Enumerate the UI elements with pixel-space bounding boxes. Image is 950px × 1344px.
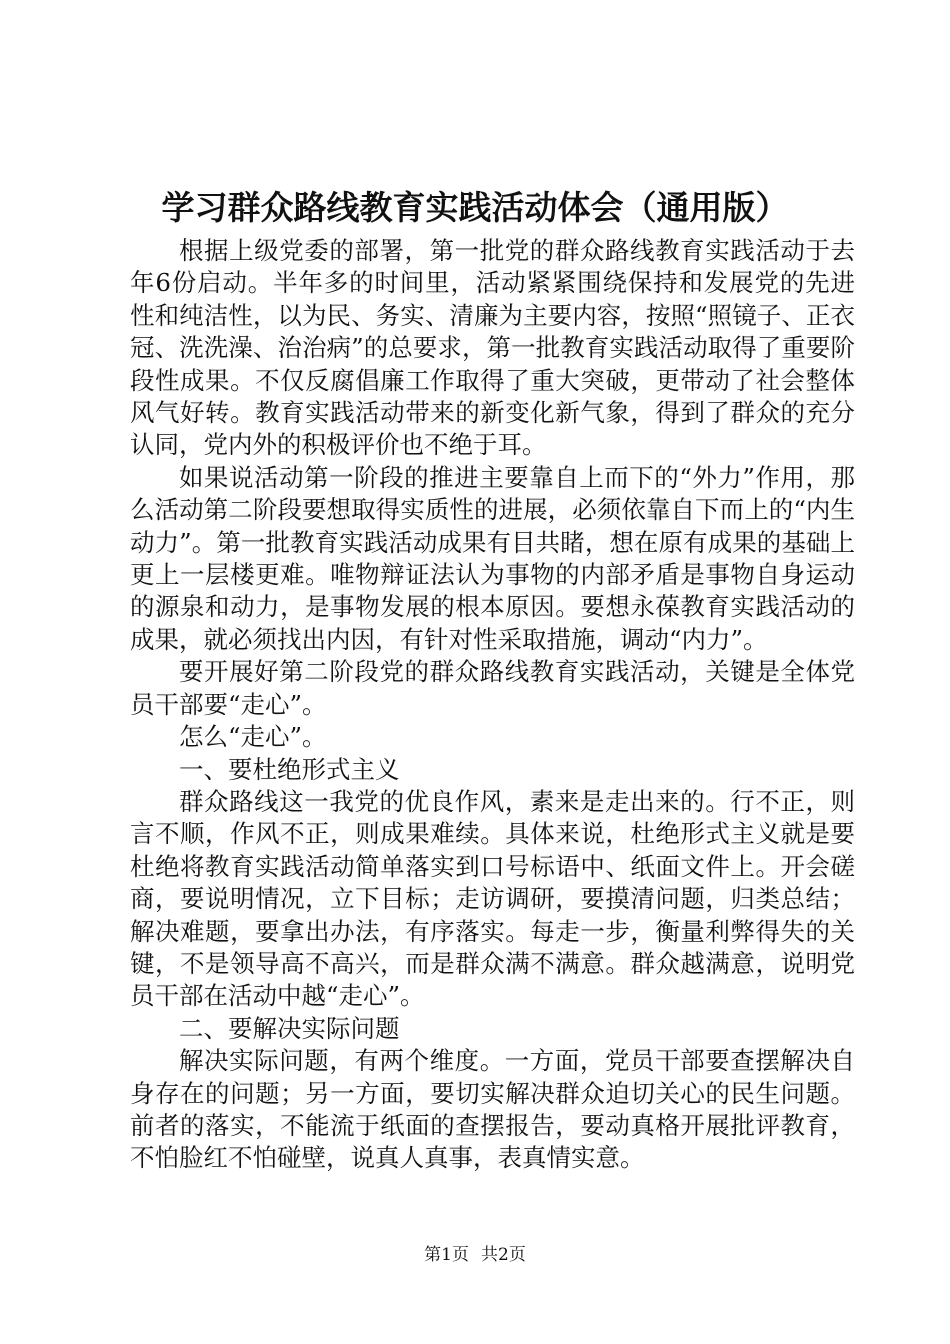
page-footer — [0, 1243, 950, 1267]
section-heading-1: 一、要杜绝形式主义 — [179, 754, 400, 784]
section-heading-2: 二、要解决实际问题 — [179, 1013, 400, 1043]
paragraph-1: 根据上级党委的部署，第一批党的群众路线教育实践活动于去年6份启动。半年多的时间里，活动紧紧围绕保持和发展党的先进性和纯洁性，以为民、务实、清廉为主要内容，按照“照镜子、正衣冠、洗洗澡、治治病”的总要求，第一批教育实践活动取得了重要阶段性成果。不仅反腐倡廉工作取得了重大突破，更带动了社会整体风气好转。教育实践活动带来的新变化新气象，得到了群众的充分认同，党内外的积极评价也不绝于耳。 — [130, 236, 855, 460]
paragraph-6: 解决实际问题，有两个维度。一方面，党员干部要查摆解决自身存在的问题；另一方面，要切实解决群众迫切关心的民生问题。前者的落实，不能流于纸面的查摆报告，要动真格开展批评教育，不怕脸红不怕碰壁，说真人真事，表真情实意。 — [130, 1046, 855, 1173]
paragraph-2: 如果说活动第一阶段的推进主要靠自上而下的“外力”作用，那么活动第二阶段要想取得实质性的进展，必须依靠自下而上的“内生动力”。第一批教育实践活动成果有目共睹，想在原有成果的基础上更上一层楼更难。唯物辩证法认为事物的内部矛盾是事物自身运动的源泉和动力，是事物发展的根本原因。要想永葆教育实践活动的成果，就必须找出内因，有针对性采取措施，调动“内力”。 — [130, 462, 855, 654]
document-body — [130, 235, 855, 1175]
paragraph-5: 群众路线这一我党的优良作风，素来是走出来的。行不正，则言不顺，作风不正，则成果难续。具体来说，杜绝形式主义就是要杜绝将教育实践活动简单落实到口号标语中、纸面文件上。开会磋商，要说明情况，立下目标；走访调研，要摸清问题，归类总结；解决难题，要拿出办法，有序落实。每走一步，衡量利弊得失的关键，不是领导高不高兴，而是群众满不满意。群众越满意，说明党员干部在活动中越“走心”。 — [130, 786, 855, 1011]
page-number-current: 第1页 — [424, 1245, 469, 1265]
page-number-total: 共2页 — [481, 1245, 526, 1265]
document-title: 学习群众路线教育实践活动体会（通用版） — [161, 188, 789, 227]
paragraph-4: 怎么“走心”。 — [179, 722, 327, 752]
paragraph-3: 要开展好第二阶段党的群众路线教育实践活动，关键是全体党员干部要“走心”。 — [130, 657, 855, 719]
